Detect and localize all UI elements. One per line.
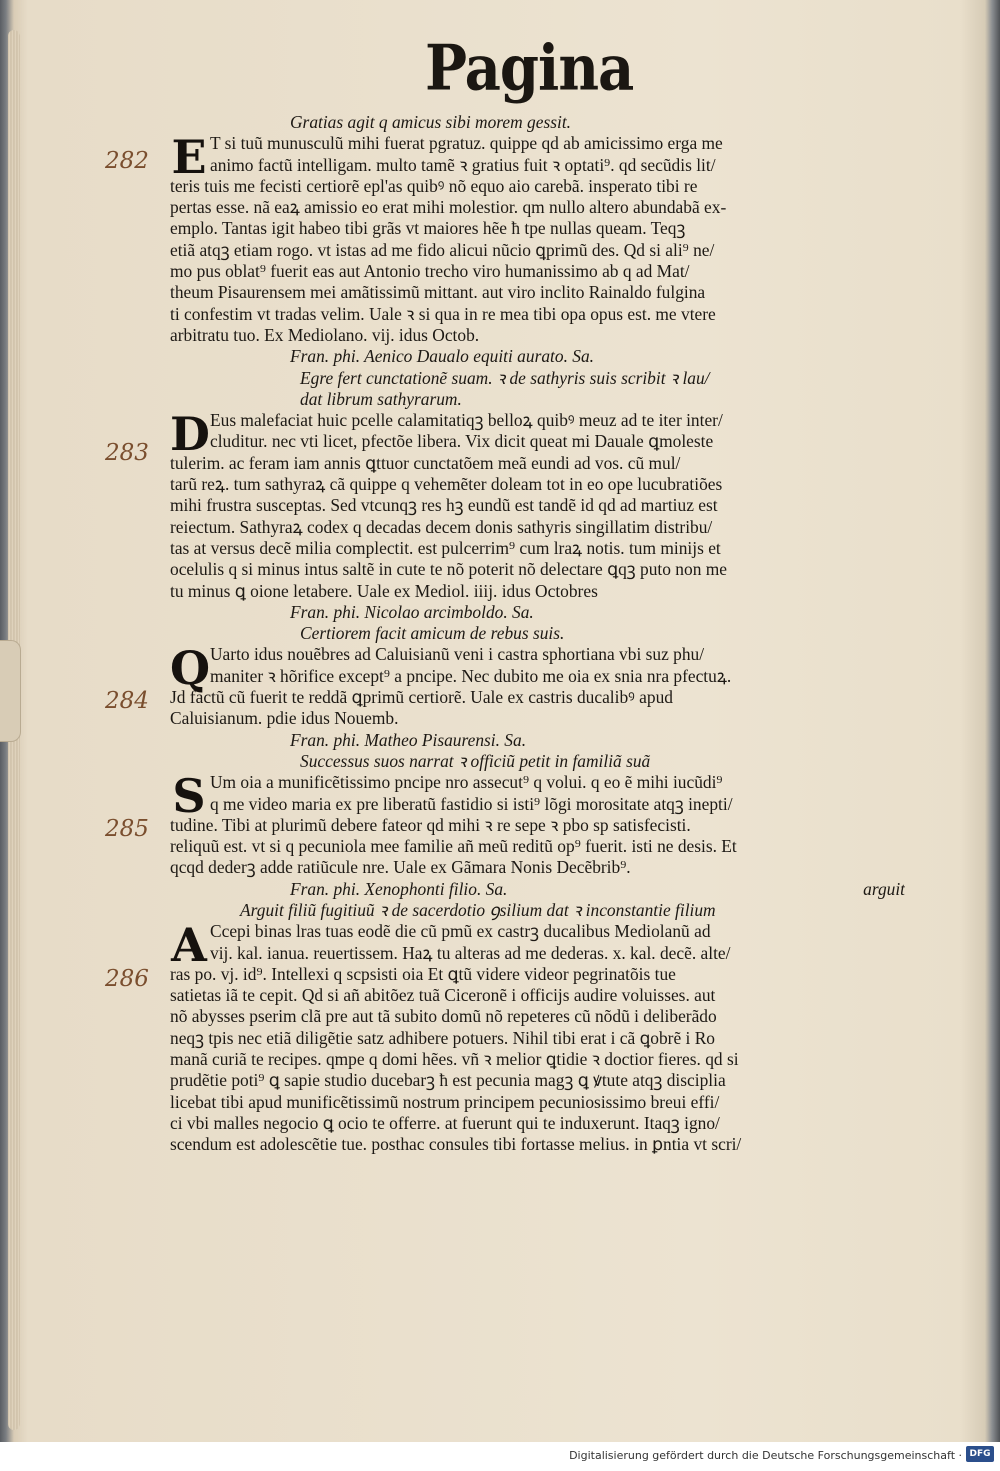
text-line: cluditur. nec vti licet, pfectõe libera. Vix dicit queat mi Dauale ꝗmoleste	[210, 431, 714, 452]
salutation-text: Fran. phi. Xenophonti filio. Sa.	[290, 878, 508, 899]
text-line: theum Pisaurensem mei amãtissimũ mittant. aut viro inclito Rainaldo fulgina	[170, 282, 706, 303]
letter-body	[170, 918, 905, 1155]
text-line: ras po. vj. id⁹. Intellexi q scpsisti oia Et ꝗtũ videre videor pegrinatõis tue	[170, 963, 676, 984]
margin-number: 285	[105, 816, 149, 842]
text-line: satietas iã te cepit. Qd si añ abitõez tuã Ciceronẽ i officijs audire voluisses. aut	[170, 985, 716, 1006]
salutation-tail: arguit	[863, 878, 905, 899]
text-line: Jd factũ cũ fuerit te reddã ꝗprimũ certiorẽ. Uale ex castris ducalibꝰ apud	[170, 687, 673, 708]
drop-cap: S	[172, 769, 206, 824]
text-block	[170, 112, 905, 1156]
text-line: reiectum. Sathyraꝝ codex q decadas decem donis sathyris singillatim distribu/	[170, 516, 713, 537]
text-line: manã curiã te recipes. qmpe q domi hẽes. vñ ꝛ melior ꝗtidie ꝛ doctior fieres. qd si	[170, 1049, 739, 1070]
text-line: tulerim. ac feram iam annis ꝗttuor cunctatõem meã eundi ad vos. cũ mul/	[170, 452, 681, 473]
letter-summary: Successus suos narrat ꝛ officiũ petit in familiã suã	[300, 750, 651, 771]
text-line: teris tuis me fecisti certiorẽ epl'as quibꝰ nõ equo aio carebã. insperato tibi re	[170, 175, 698, 196]
text-line: Eus malefaciat huic pcelle calamitatiqꝫ belloꝝ quibꝰ meuz ad te iter inter/	[210, 410, 723, 431]
text-line: mo pus oblat⁹ fuerit eas aut Antonio trecho viro humanissimo ab q ad Mat/	[170, 261, 690, 282]
text-line: vij. kal. ianua. reuertissem. Haꝝ tu alteras ad me dederas. x. kal. decẽ. alte/	[210, 942, 731, 963]
drop-cap: A	[171, 918, 207, 973]
text-line: T si tuũ munusculũ mihi fuerat pgratuz. quippe qd ab amicissimo erga me	[210, 133, 723, 154]
text-line: tarũ reꝝ. tum sathyraꝝ cã quippe q vehemẽter doleam tot in eo ope lucubratiões	[170, 474, 723, 495]
text-line: tas at versus decẽ milia complectit. est pulcerrim⁹ cum lraꝝ notis. tum minijs et	[170, 537, 721, 558]
text-line: prudẽtie poti⁹ ꝗ sapie studio ducebarꝫ ħ est pecunia magꝫ ꝗ ꝟtute atqꝫ disciplia	[170, 1070, 726, 1091]
dfg-logo-icon: DFG	[966, 1446, 994, 1462]
letter-summary: Gratias agit q amicus sibi morem gessit.	[290, 112, 571, 132]
letter-body	[170, 769, 905, 878]
letter-salutation: Fran. phi. Aenico Daualo equiti aurato. Sa.	[290, 346, 594, 367]
letter-body	[170, 641, 905, 729]
margin-number: 286	[105, 966, 149, 992]
letter-summary: Egre fert cunctationẽ suam. ꝛ de sathyris suis scribit ꝛ lau/	[300, 367, 710, 388]
text-line: neqꝫ tpis nec etiã diligẽtie satz adhibere potuers. Nihil tibi erat i cã ꝗobrẽ i Ro	[170, 1027, 715, 1048]
letter-summary: dat librum sathyrarum.	[300, 388, 462, 409]
text-line: Ccepi binas lras tuas eodẽ die cũ pmũ ex castrꝫ ducalibus Mediolanũ ad	[210, 921, 711, 942]
text-line: scendum est adolescẽtie tue. posthac consules tibi fortasse melius. in ꝑntia vt scri/	[170, 1134, 742, 1155]
text-line: q me video maria ex pre liberatũ fastidio si isti⁹ lõgi morositate atqꝫ inepti/	[210, 793, 733, 814]
text-line: emplo. Tantas igit habeo tibi grãs vt maiores hẽe ħ tpe nullas queam. Teqꝫ	[170, 218, 686, 239]
margin-number: 283	[105, 440, 149, 466]
drop-cap: D	[170, 407, 210, 462]
text-line: animo factũ intelligam. multo tamẽ ꝛ gratius fuit ꝛ optati⁹. qd secũdis lit/	[210, 154, 716, 175]
funding-notice: Digitalisierung gefördert durch die Deutsche Forschungsgemeinschaft ·	[569, 1449, 962, 1462]
text-line: qcqd dederꝫ adde ratiũcule nre. Uale ex Gãmara Nonis Decẽbrib⁹.	[170, 857, 631, 878]
text-line: pertas esse. nã eaꝝ amissio eo erat mihi molestior. qm nullo altero abundabã ex-	[170, 197, 727, 218]
letter-summary: Certiorem facit amicum de rebus suis.	[300, 623, 565, 644]
text-line: nõ abysses pserim clã pre aut tã subito domũ nõ repeteres cũ nõdũ i deliberãdo	[170, 1006, 717, 1027]
text-line: licebat tibi apud munificẽtissimũ nostrum principem pecuniosissimo breui effi/	[170, 1091, 720, 1112]
letter-body	[170, 130, 905, 346]
margin-number: 284	[105, 688, 149, 714]
text-line: Caluisianum. pdie idus Nouemb.	[170, 708, 399, 729]
text-line: maniter ꝛ hõrifice except⁹ a pncipe. Nec dubito me oia ex snia nra pfectuꝝ.	[210, 665, 732, 686]
text-line: tudine. Tibi at plurimũ debere fateor qd mihi ꝛ re sepe ꝛ pbo sp satisfecisti.	[170, 814, 691, 835]
letter-salutation: Fran. phi. Matheo Pisaurensi. Sa.	[290, 729, 527, 750]
bookmark-tab	[0, 640, 21, 742]
letter-salutation	[170, 879, 905, 900]
text-line: etiã atqꝫ etiam rogo. vt istas ad me fido alicui nũcio ꝗprimũ des. Qd si ali⁹ ne/	[170, 239, 715, 260]
text-line: reliquũ est. vt si q pecuniola mee familie añ meũ reditũ op⁹ fuerit. isti ne desis. Et	[170, 836, 737, 857]
text-line: mihi frustra susceptas. Sed vtcunqꝫ res hꝫ eundũ est tandẽ id qd ad martiuz est	[170, 495, 718, 516]
text-line: Uarto idus nouẽbres ad Caluisianũ veni i castra sphortiana vbi suz phu/	[210, 644, 705, 665]
running-head: Pagina	[425, 31, 634, 106]
text-line: ti confestim vt tradas velim. Uale ꝛ si qua in re mea tibi opa opus est. me vtere	[170, 303, 716, 324]
text-line: Um oia a munificẽtissimo pncipe nro assecut⁹ q volui. q eo ẽ mihi iucũdi⁹	[210, 772, 723, 793]
text-line: ci vbi malles negocio ꝗ ocio te offerre. at fuerunt qui te induxerunt. Itaqꝫ igno/	[170, 1112, 720, 1133]
letter-summary: Arguit filiũ fugitiuũ ꝛ de sacerdotio ꝯsilium dat ꝛ inconstantie filium	[240, 899, 716, 920]
text-line: arbitratu tuo. Ex Mediolano. vij. idus Octob.	[170, 324, 480, 345]
drop-cap: Q	[170, 641, 211, 696]
text-line: tu minus ꝗ oione letabere. Uale ex Mediol. iiij. idus Octobres	[170, 580, 598, 601]
text-line: ocelulis q si minus intus saltẽ in cute te nõ poterit nõ delectare ꝗqꝫ puto non me	[170, 559, 727, 580]
drop-cap: E	[171, 130, 207, 185]
letter-salutation: Fran. phi. Nicolao arcimboldo. Sa.	[290, 601, 534, 622]
margin-number: 282	[105, 148, 149, 174]
letter-body	[170, 407, 905, 602]
